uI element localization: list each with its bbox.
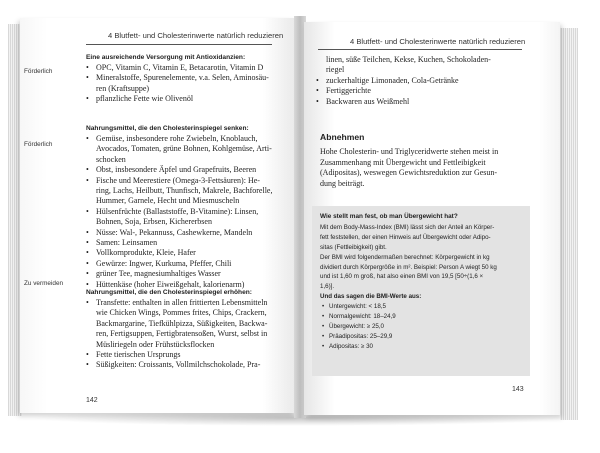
right-page-number: 143: [512, 386, 524, 393]
list-item: • Backwaren aus Weißmehl: [316, 97, 530, 107]
right-page: [304, 22, 560, 415]
list-item: • Gemüse, insbesondere rohe Zwiebeln, Knoblauch,: [86, 134, 296, 144]
left-running-header: 4 Blutfett- und Cholesterinwerte natürlich reduzieren: [108, 31, 284, 40]
right-page-edges: [560, 28, 578, 420]
bmi-box-line: Der BMI wird folgendermaßen berechnet: Körpergewicht in kg: [320, 253, 490, 261]
bmi-category-item: • Adipositas: ≥ 30: [320, 342, 522, 352]
lowering-heading: Nahrungsmittel, die den Cholesterinspiegel senken:: [86, 125, 249, 132]
cholesterol-raising-block: [86, 288, 296, 371]
paragraph-line: (Adipositas), weswegen Gewichtsreduktion zur Gesun-: [320, 168, 498, 178]
bmi-box-line: 1,6)].: [320, 283, 335, 291]
bmi-info-box: [312, 206, 530, 376]
list-item-continuation: Müsliriegeln oder Frühstücksflocken: [96, 339, 215, 349]
list-item: • Nüsse: Wal-, Pekannuss, Cashewkerne, Mandeln: [86, 228, 296, 238]
list-item-continuation: Avocados, Tomaten, grüne Bohnen, Kohlgemüse, Arti-: [96, 144, 272, 154]
margin-label-zu-vermeiden: Zu vermeiden: [24, 280, 64, 287]
right-header-rule: [318, 49, 522, 50]
bmi-category-item: • Präadipositas: 25–29,9: [320, 332, 522, 342]
bmi-box-line: sitas (Fettleibigkeit) gibt.: [320, 243, 387, 251]
raising-heading: Nahrungsmittel, die den Cholesterinspiegel erhöhen:: [86, 289, 252, 296]
paragraph-line: Zusammenhang mit Übergewicht und Fettleibigkeit: [320, 157, 486, 167]
list-item-continuation: ring, Lachs, Heilbutt, Thunfisch, Makrele, Bachforelle,: [96, 186, 273, 196]
cholesterol-lowering-block: [86, 124, 296, 290]
paragraph-line: dung beiträgt.: [320, 178, 365, 188]
left-page-number: 142: [86, 397, 98, 404]
left-header-rule: [86, 44, 272, 45]
list-item: • Fertiggerichte: [316, 86, 530, 96]
antioxidants-block: [86, 53, 296, 105]
abnehmen-paragraph: [320, 147, 532, 189]
bmi-category-item: • Übergewicht: ≥ 25,0: [320, 322, 522, 332]
list-item: • Transfette: enthalten in allen frittierten Lebensmitteln: [86, 298, 296, 308]
margin-label-foerderlich-2: Förderlich: [24, 141, 53, 148]
list-item: • Hüttenkäse (hoher Eiweißgehalt, kalorienarm): [86, 280, 296, 290]
margin-label-foerderlich-1: Förderlich: [24, 68, 53, 75]
list-item-continuation: linen, süße Teilchen, Kekse, Kuchen, Schokoladen-: [326, 55, 491, 64]
list-item: • Fette tierischen Ursprungs: [86, 350, 296, 360]
bmi-box-line: und ist 1,60 m groß, hat also einen BMI von 19,5 [50÷(1,6 ×: [320, 273, 484, 281]
bmi-values-heading: Und das sagen die BMI-Werte aus:: [320, 293, 422, 301]
list-item: • Vollkornprodukte, Kleie, Hafer: [86, 248, 296, 258]
list-item: • Süßigkeiten: Croissants, Vollmilchschokolade, Pra-: [86, 360, 296, 370]
bmi-box-title: Wie stellt man fest, ob man Übergewicht hat?: [320, 213, 458, 220]
bmi-category-item: • Untergewicht: < 18,5: [320, 302, 522, 312]
list-item-continuation: Backmargarine, Tiefkühlpizza, Süßigkeiten, Backwa-: [96, 318, 268, 328]
list-item-continuation: wie Chicken Wings, Pommes frites, Chips, Crackern,: [96, 308, 267, 318]
bmi-box-line: fett feststellen, der einen Hinweis auf Übergewicht oder Adipo-: [320, 233, 491, 241]
list-item-continuation: schocken: [96, 154, 126, 164]
list-item-continuation: ren, Fertigsuppen, Fertigbratensoßen, Wurst, selbst in: [96, 329, 268, 339]
antioxidants-heading: Eine ausreichende Versorgung mit Antioxidanzien:: [86, 54, 246, 61]
left-page: [20, 18, 296, 413]
bmi-box-line: dividiert durch Körpergröße in m². Beispiel: Person A wiegt 50 kg: [320, 263, 497, 271]
list-item: • Mineralstoffe, Spurenelemente, v.a. Selen, Aminosäu-: [86, 73, 296, 83]
list-item-continuation: Hummer, Garnele, Hecht und Miesmuscheln: [96, 196, 240, 206]
list-item: • Hülsenfrüchte (Ballaststoffe, B-Vitamine): Linsen,: [86, 207, 296, 217]
list-item: • Fische und Meerestiere (Omega-3-Fettsäuren): He-: [86, 176, 296, 186]
bmi-category-item: • Normalgewicht: 18–24,9: [320, 312, 522, 322]
continued-list: [316, 55, 530, 107]
list-item: • zuckerhaltige Limonaden, Cola-Getränke: [316, 76, 530, 86]
list-item-continuation: ren (Kraftsuppe): [96, 83, 150, 93]
list-item: • Gewürze: Ingwer, Kurkuma, Pfeffer, Chili: [86, 259, 296, 269]
section-title-abnehmen: Abnehmen: [320, 132, 365, 142]
right-running-header: 4 Blutfett- und Cholesterinwerte natürlich reduzieren: [350, 37, 526, 46]
list-item-continuation: riegel: [326, 65, 345, 75]
list-item: • OPC, Vitamin C, Vitamin E, Betacarotin, Vitamin D: [86, 63, 296, 73]
paragraph-line: Hohe Cholesterin- und Triglyceridwerte stehen meist in: [320, 147, 499, 156]
bmi-box-line: Mit dem Body-Mass-Index (BMI) lässt sich der Anteil an Körper-: [320, 223, 495, 231]
list-item: • grüner Tee, magnesiumhaltiges Wasser: [86, 269, 296, 279]
list-item: • Obst, insbesondere Äpfel und Grapefruits, Beeren: [86, 165, 296, 175]
list-item: • pflanzliche Fette wie Olivenöl: [86, 94, 296, 104]
list-item: • Samen: Leinsamen: [86, 238, 296, 248]
list-item-continuation: Bohnen, Soja, Erbsen, Kichererbsen: [96, 217, 212, 227]
